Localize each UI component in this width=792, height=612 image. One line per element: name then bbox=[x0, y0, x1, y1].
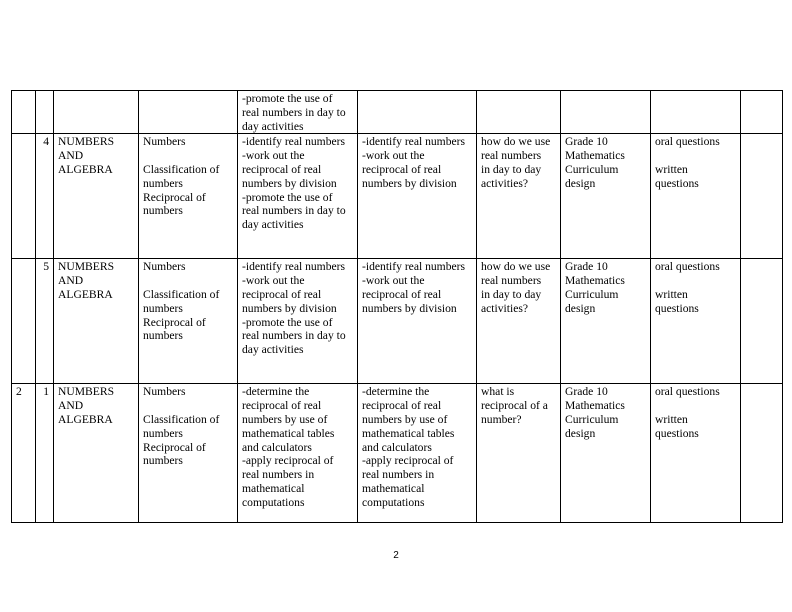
learning-outcomes-cell: -determine the reciprocal of real numbers by use of mathematical tables and calculators -apply reciprocal of real numbers in mathematical computations bbox=[238, 384, 358, 523]
sub-strand-cell bbox=[139, 91, 238, 134]
week-cell: 2 bbox=[12, 384, 36, 523]
remarks-cell bbox=[741, 91, 783, 134]
assessment-cell bbox=[651, 91, 741, 134]
strand-cell: NUMBERS AND ALGEBRA bbox=[54, 384, 139, 523]
sub-strand-cell: Numbers Classification of numbers Reciprocal of numbers bbox=[139, 384, 238, 523]
table-row bbox=[12, 134, 783, 259]
page-number: 2 bbox=[393, 550, 399, 561]
learning-resources-cell: Grade 10 Mathematics Curriculum design bbox=[561, 134, 651, 259]
sub-strand-cell: Numbers Classification of numbers Reciprocal of numbers bbox=[139, 134, 238, 259]
assessment-cell: oral questions written questions bbox=[651, 134, 741, 259]
week-cell bbox=[12, 259, 36, 384]
strand-cell: NUMBERS AND ALGEBRA bbox=[54, 259, 139, 384]
learning-experiences-cell: -identify real numbers -work out the reciprocal of real numbers by division bbox=[358, 134, 477, 259]
learning-outcomes-cell: -identify real numbers -work out the reciprocal of real numbers by division -promote the use of real numbers in day to day activities bbox=[238, 259, 358, 384]
week-cell bbox=[12, 134, 36, 259]
sub-strand-cell: Numbers Classification of numbers Reciprocal of numbers bbox=[139, 259, 238, 384]
learning-outcomes-cell: -identify real numbers -work out the reciprocal of real numbers by division -promote the use of real numbers in day to day activities bbox=[238, 134, 358, 259]
remarks-cell bbox=[741, 259, 783, 384]
week-cell bbox=[12, 91, 36, 134]
learning-resources-cell: Grade 10 Mathematics Curriculum design bbox=[561, 384, 651, 523]
table-row bbox=[12, 91, 783, 134]
scheme-of-work-table bbox=[11, 90, 783, 523]
lesson-cell: 1 bbox=[36, 384, 54, 523]
key-inquiry-cell: how do we use real numbers in day to day activities? bbox=[477, 259, 561, 384]
lesson-cell bbox=[36, 91, 54, 134]
lesson-cell: 5 bbox=[36, 259, 54, 384]
table-row bbox=[12, 384, 783, 523]
learning-experiences-cell: -identify real numbers -work out the reciprocal of real numbers by division bbox=[358, 259, 477, 384]
learning-experiences-cell: -determine the reciprocal of real numbers by use of mathematical tables and calculators -apply reciprocal of real numbers in mathematical computations bbox=[358, 384, 477, 523]
learning-experiences-cell bbox=[358, 91, 477, 134]
lesson-cell: 4 bbox=[36, 134, 54, 259]
assessment-cell: oral questions written questions bbox=[651, 259, 741, 384]
learning-resources-cell bbox=[561, 91, 651, 134]
strand-cell: NUMBERS AND ALGEBRA bbox=[54, 134, 139, 259]
key-inquiry-cell: what is reciprocal of a number? bbox=[477, 384, 561, 523]
remarks-cell bbox=[741, 384, 783, 523]
learning-resources-cell: Grade 10 Mathematics Curriculum design bbox=[561, 259, 651, 384]
strand-cell bbox=[54, 91, 139, 134]
learning-outcomes-cell: -promote the use of real numbers in day to day activities bbox=[238, 91, 358, 134]
assessment-cell: oral questions written questions bbox=[651, 384, 741, 523]
key-inquiry-cell bbox=[477, 91, 561, 134]
remarks-cell bbox=[741, 134, 783, 259]
table-row bbox=[12, 259, 783, 384]
key-inquiry-cell: how do we use real numbers in day to day activities? bbox=[477, 134, 561, 259]
